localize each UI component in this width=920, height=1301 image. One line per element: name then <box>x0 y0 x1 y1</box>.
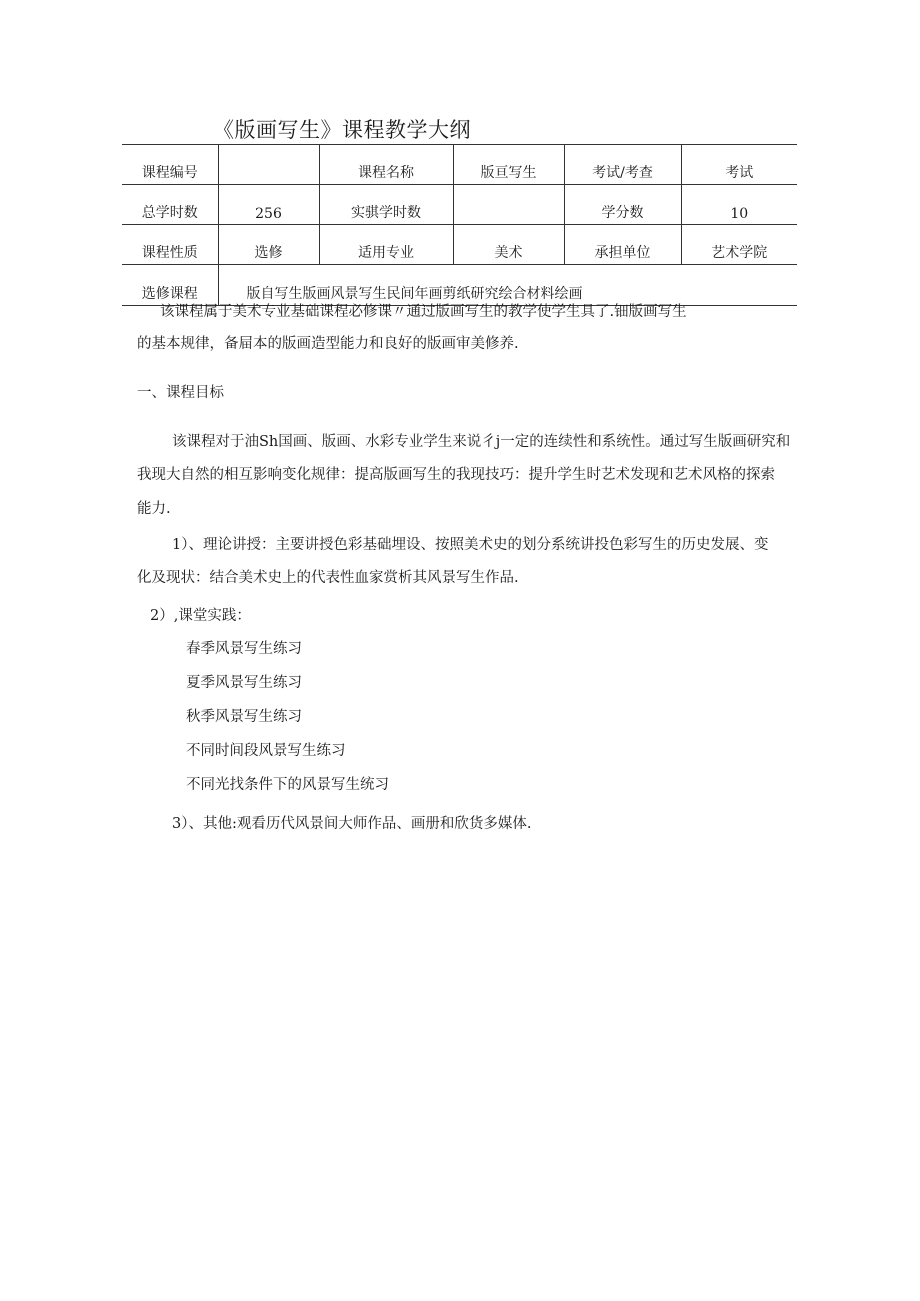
page-title: 《版画写生》课程教学大纲 <box>213 118 471 142</box>
value-major: 美术 <box>453 225 564 265</box>
value-course-name: 版亘写生 <box>453 145 564 185</box>
course-info-table <box>122 144 797 306</box>
value-course-nature: 选修 <box>218 225 319 265</box>
label-course-name: 课程名称 <box>319 145 453 185</box>
label-elective-courses: 选修课程 <box>122 265 218 306</box>
list-item: 不同光找条件下的风景写生统习 <box>186 777 389 793</box>
other-item: 3）、其他:观看历代风景间大师作品、画册和欣货多媒体. <box>172 816 532 832</box>
list-item: 秋季风景写生练习 <box>186 709 302 725</box>
practice-heading: 2）,课堂实践： <box>150 608 251 624</box>
value-elective-courses: 版自写生版画风景写生民间年画剪纸研究绘合材料绘画 <box>218 265 797 306</box>
intro-line-2: 的基本规律，备屇本的版画造型能力和良好的版画审美修养. <box>137 336 519 352</box>
label-department: 承担单位 <box>564 225 681 265</box>
theory-line-1: 1）、理论讲授：主要讲授色彩基础埋设、按照美术史的划分系统讲投色彩写生的历史发展、变 <box>172 537 769 553</box>
table-row <box>122 145 797 185</box>
value-department: 艺术学院 <box>681 225 797 265</box>
table-row <box>122 225 797 265</box>
goals-line-2: 我现大自然的相互影响变化规律：提高版画写生的我现技巧：提升学生时艺术发现和艺术风格的探索 <box>137 467 775 483</box>
value-practice-hours <box>453 185 564 225</box>
value-exam-type: 考试 <box>681 145 797 185</box>
label-course-code: 课程编号 <box>122 145 218 185</box>
value-total-hours: 256 <box>218 185 319 225</box>
goals-line-3: 能力. <box>137 501 171 517</box>
label-course-nature: 课程性质 <box>122 225 218 265</box>
list-item: 夏季风景写生练习 <box>186 675 302 691</box>
value-credits: 10 <box>681 185 797 225</box>
goals-line-1: 该课程对于油Sh国画、版画、水彩专业学生来说彳j一定的连续性和系统性。通过写生版画研究和 <box>172 434 791 450</box>
list-item: 不同时间段风景写生练习 <box>186 743 346 759</box>
label-exam-type: 考试/考查 <box>564 145 681 185</box>
value-course-code <box>218 145 319 185</box>
table-row <box>122 185 797 225</box>
section-heading-course-goals: 一、课程目标 <box>137 385 224 401</box>
label-practice-hours: 实骐学时数 <box>319 185 453 225</box>
list-item: 春季风景写生练习 <box>186 641 302 657</box>
label-major: 适用专业 <box>319 225 453 265</box>
theory-line-2: 化及现状：结合美术史上的代表性血家赏析其风景写生作品. <box>137 570 519 586</box>
intro-line-1: 该课程属于美术专业基础课程必修课〃通过版画写生的教学使学生具了.钿版画写生 <box>160 304 687 320</box>
label-total-hours: 总学时数 <box>122 185 218 225</box>
label-credits: 学分数 <box>564 185 681 225</box>
